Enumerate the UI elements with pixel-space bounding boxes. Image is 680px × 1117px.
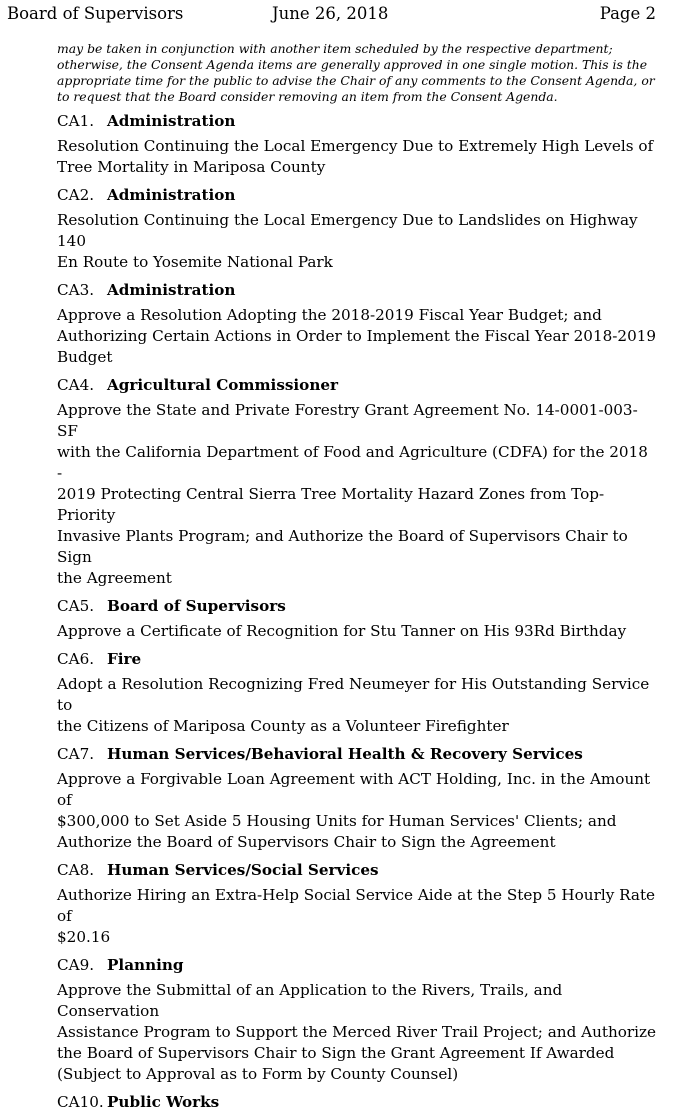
agenda-item [57, 744, 657, 853]
agenda-item-number: CA2. [57, 186, 95, 204]
agenda-item-number: CA6. [57, 650, 95, 668]
agenda-item-description [57, 210, 657, 273]
description-line: Approve the State and Private Forestry Grant Agreement No. 14-0001-003-SF [57, 401, 638, 440]
agenda-item-heading [57, 111, 657, 131]
agenda-item-heading [57, 860, 657, 880]
description-line: Authorize Hiring an Extra-Help Social Service Aide at the Step 5 Hourly Rate of [57, 886, 656, 925]
description-line: Approve a Resolution Adopting the 2018-2019 Fiscal Year Budget; and [57, 306, 602, 324]
intro-line: may be taken in conjunction with another item scheduled by the respective department; [57, 41, 613, 56]
description-line: 2019 Protecting Central Sierra Tree Mortality Hazard Zones from Top-Priority [57, 485, 605, 524]
header-organization: Board of Supervisors [7, 4, 184, 23]
agenda-item-department: Public Works [107, 1093, 220, 1111]
agenda-item-number: CA4. [57, 376, 95, 394]
agenda-item-description [57, 400, 657, 589]
description-line: Tree Mortality in Mariposa County [57, 158, 326, 176]
description-line: the Agreement [57, 569, 172, 587]
agenda-item-description [57, 674, 657, 737]
intro-line: to request that the Board consider removing an item from the Consent Agenda. [57, 89, 558, 104]
agenda-item-description [57, 980, 657, 1085]
agenda-item-department: Planning [107, 956, 184, 974]
description-line: Approve a Forgivable Loan Agreement with ACT Holding, Inc. in the Amount of [57, 770, 651, 809]
description-line: En Route to Yosemite National Park [57, 253, 333, 271]
description-line: Authorize the Board of Supervisors Chair to Sign the Agreement [57, 833, 556, 851]
agenda-item-description [57, 305, 657, 368]
agenda-item-number: CA5. [57, 597, 95, 615]
header-page-number: Page 2 [599, 4, 656, 23]
agenda-item [57, 111, 657, 178]
description-line: Budget [57, 348, 113, 366]
description-line: Approve a Certificate of Recognition for Stu Tanner on His 93Rd Birthday [57, 622, 627, 640]
agenda-item [57, 280, 657, 368]
agenda-item-description [57, 136, 657, 178]
agenda-item-department: Agricultural Commissioner [107, 376, 339, 394]
agenda-item-description [57, 621, 657, 642]
description-line: (Subject to Approval as to Form by County Counsel) [57, 1065, 459, 1083]
agenda-item [57, 1092, 657, 1112]
agenda-item-heading [57, 649, 657, 669]
intro-line: appropriate time for the public to advise the Chair of any comments to the Consent Agenda, or [57, 73, 655, 88]
agenda-item [57, 185, 657, 273]
description-line: $300,000 to Set Aside 5 Housing Units for Human Services' Clients; and [57, 812, 617, 830]
agenda-item-number: CA1. [57, 112, 95, 130]
agenda-item-number: CA9. [57, 956, 95, 974]
agenda-item-department: Fire [107, 650, 142, 668]
description-line: Adopt a Resolution Recognizing Fred Neumeyer for His Outstanding Service to [57, 675, 650, 714]
agenda-item-heading [57, 744, 657, 764]
agenda-item [57, 596, 657, 642]
agenda-item-description [57, 769, 657, 853]
agenda-item-department: Administration [107, 281, 236, 299]
description-line: with the California Department of Food and Agriculture (CDFA) for the 2018 - [57, 443, 648, 482]
agenda-item [57, 649, 657, 737]
header-date: June 26, 2018 [272, 4, 389, 23]
agenda-item-department: Human Services/Behavioral Health & Recovery Services [107, 745, 583, 763]
description-line: Assistance Program to Support the Merced River Trail Project; and Authorize [57, 1023, 657, 1041]
agenda-item [57, 860, 657, 948]
consent-agenda-items [57, 111, 657, 1117]
description-line: the Citizens of Mariposa County as a Volunteer Firefighter [57, 717, 509, 735]
intro-line: otherwise, the Consent Agenda items are generally approved in one single motion. This is the [57, 57, 648, 72]
description-line: Invasive Plants Program; and Authorize the Board of Supervisors Chair to Sign [57, 527, 628, 566]
agenda-item-number: CA10. [57, 1093, 104, 1111]
agenda-item-heading [57, 185, 657, 205]
agenda-item-department: Board of Supervisors [107, 597, 286, 615]
agenda-item-department: Administration [107, 186, 236, 204]
description-line: the Board of Supervisors Chair to Sign the Grant Agreement If Awarded [57, 1044, 615, 1062]
description-line: Approve the Submittal of an Application to the Rivers, Trails, and Conservation [57, 981, 563, 1020]
agenda-item [57, 375, 657, 589]
agenda-item-department: Administration [107, 112, 236, 130]
agenda-item-heading [57, 955, 657, 975]
consent-agenda-intro [57, 41, 657, 105]
description-line: $20.16 [57, 928, 111, 946]
description-line: Authorizing Certain Actions in Order to Implement the Fiscal Year 2018-2019 [57, 327, 657, 345]
description-line: Resolution Continuing the Local Emergency Due to Extremely High Levels of [57, 137, 654, 155]
agenda-item-heading [57, 1092, 657, 1112]
agenda-item-heading [57, 280, 657, 300]
agenda-item-description [57, 885, 657, 948]
agenda-item-heading [57, 596, 657, 616]
agenda-item-department: Human Services/Social Services [107, 861, 379, 879]
page-header [0, 4, 680, 26]
agenda-item-number: CA3. [57, 281, 95, 299]
agenda-item-number: CA7. [57, 745, 95, 763]
description-line: Resolution Continuing the Local Emergency Due to Landslides on Highway 140 [57, 211, 638, 250]
agenda-item-number: CA8. [57, 861, 95, 879]
agenda-item [57, 955, 657, 1085]
agenda-item-heading [57, 375, 657, 395]
